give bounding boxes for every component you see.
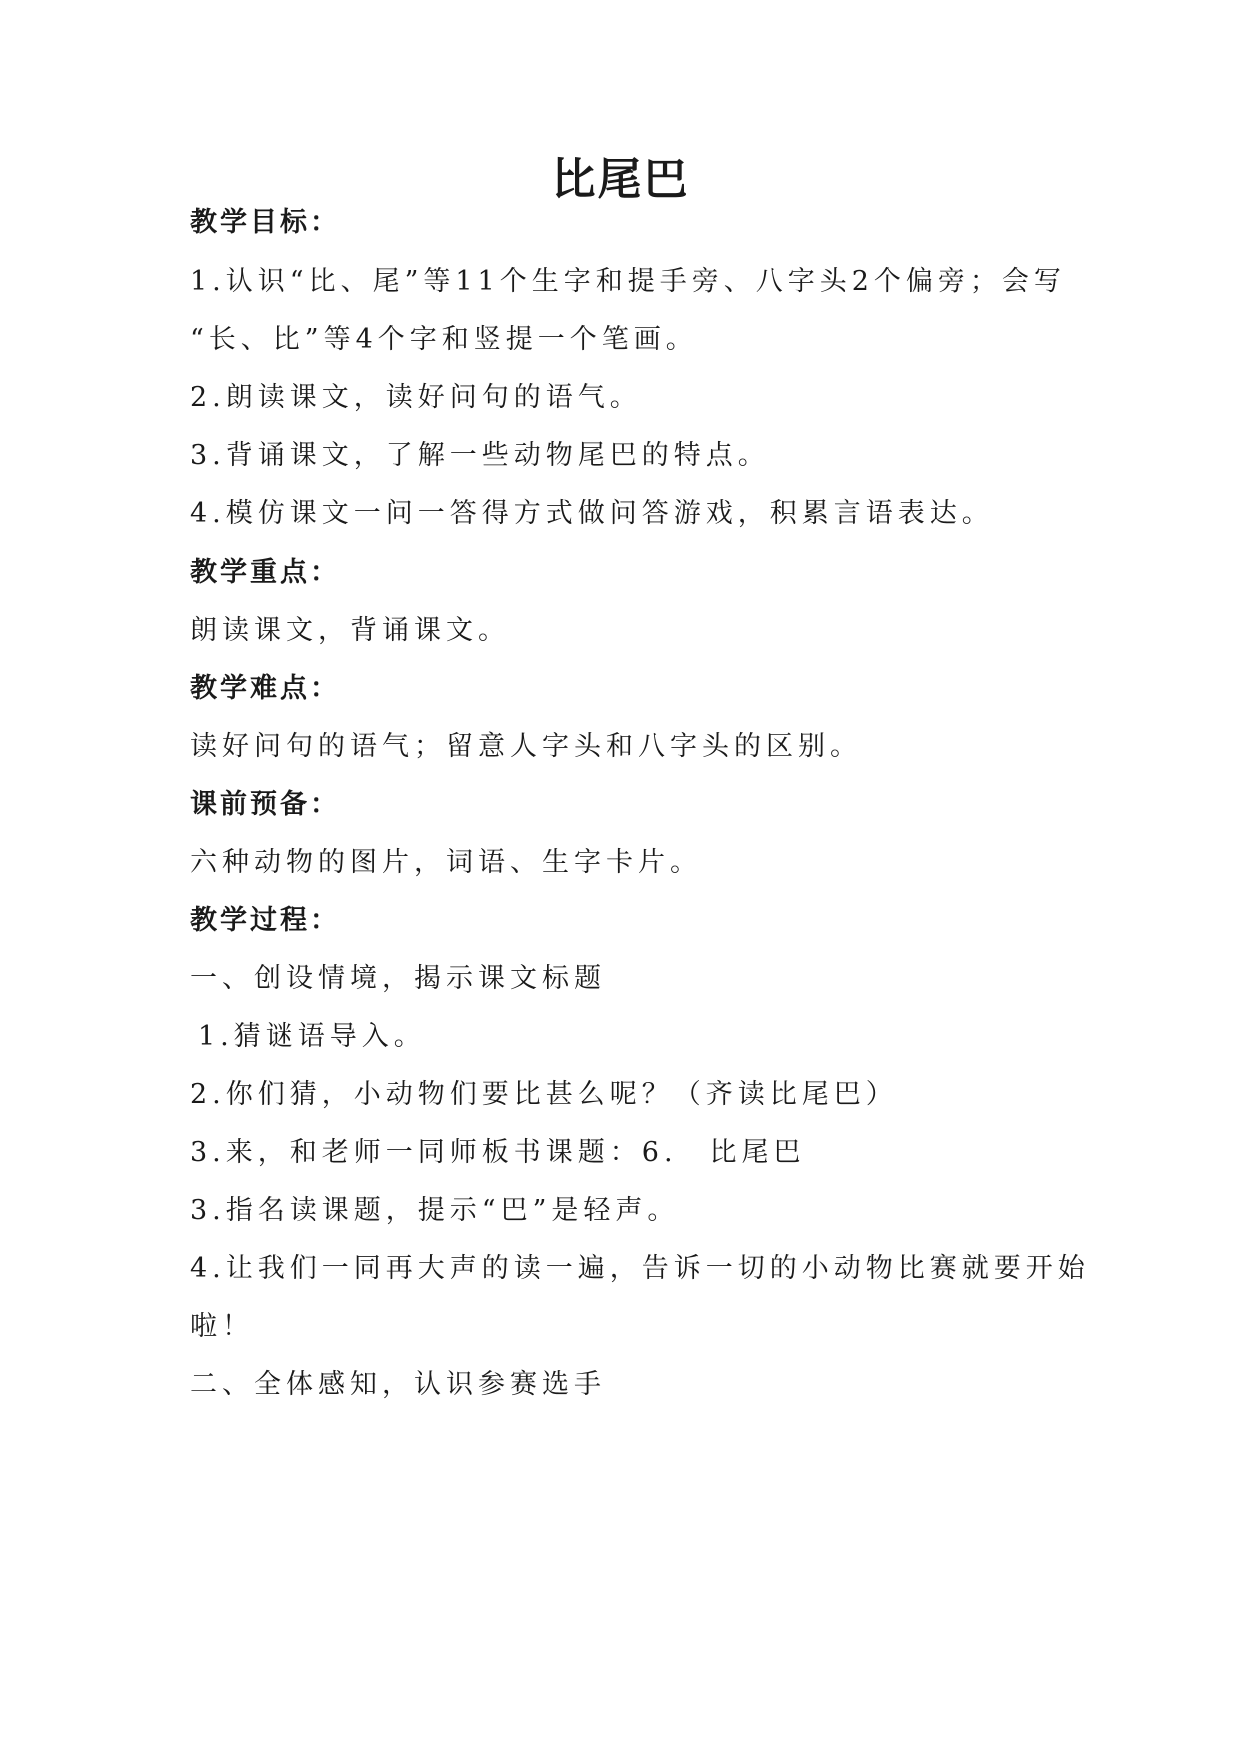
process-line: 啦！ — [190, 1311, 254, 1342]
key-points-text: 朗读课文，背诵课文。 — [190, 615, 510, 646]
process-line: 3.来，和老师一同师板书课题：6. 比尾巴 — [190, 1137, 806, 1168]
goals-heading: 教学目标： — [190, 207, 340, 238]
process-line: 1.猜谜语导入。 — [198, 1021, 426, 1052]
process-line: 二、全体感知，认识参赛选手 — [190, 1369, 606, 1400]
preparation-text: 六种动物的图片，词语、生字卡片。 — [190, 847, 702, 878]
difficult-points-text: 读好问句的语气；留意人字头和八字头的区别。 — [190, 731, 862, 762]
process-line: 2.你们猜，小动物们要比甚么呢？（齐读比尾巴） — [190, 1079, 898, 1110]
goal-line: 2.朗读课文，读好问句的语气。 — [190, 382, 642, 413]
goal-line: 1.认识“比、尾”等11个生字和提手旁、八字头2个偏旁；会写 — [190, 266, 1066, 297]
document-title: 比尾巴 — [551, 154, 690, 205]
preparation-heading: 课前预备： — [190, 789, 340, 820]
key-points-heading: 教学重点： — [190, 557, 340, 588]
goal-line: 4.模仿课文一问一答得方式做问答游戏，积累言语表达。 — [190, 498, 994, 529]
process-heading: 教学过程： — [190, 905, 340, 936]
process-line: 4.让我们一同再大声的读一遍，告诉一切的小动物比赛就要开始 — [190, 1253, 1090, 1284]
goal-line: “长、比”等4个字和竖提一个笔画。 — [190, 324, 698, 355]
process-line: 3.指名读课题，提示“巴”是轻声。 — [190, 1195, 680, 1226]
goal-line: 3.背诵课文，了解一些动物尾巴的特点。 — [190, 440, 770, 471]
difficult-points-heading: 教学难点： — [190, 673, 340, 704]
process-line: 一、创设情境，揭示课文标题 — [190, 963, 606, 994]
